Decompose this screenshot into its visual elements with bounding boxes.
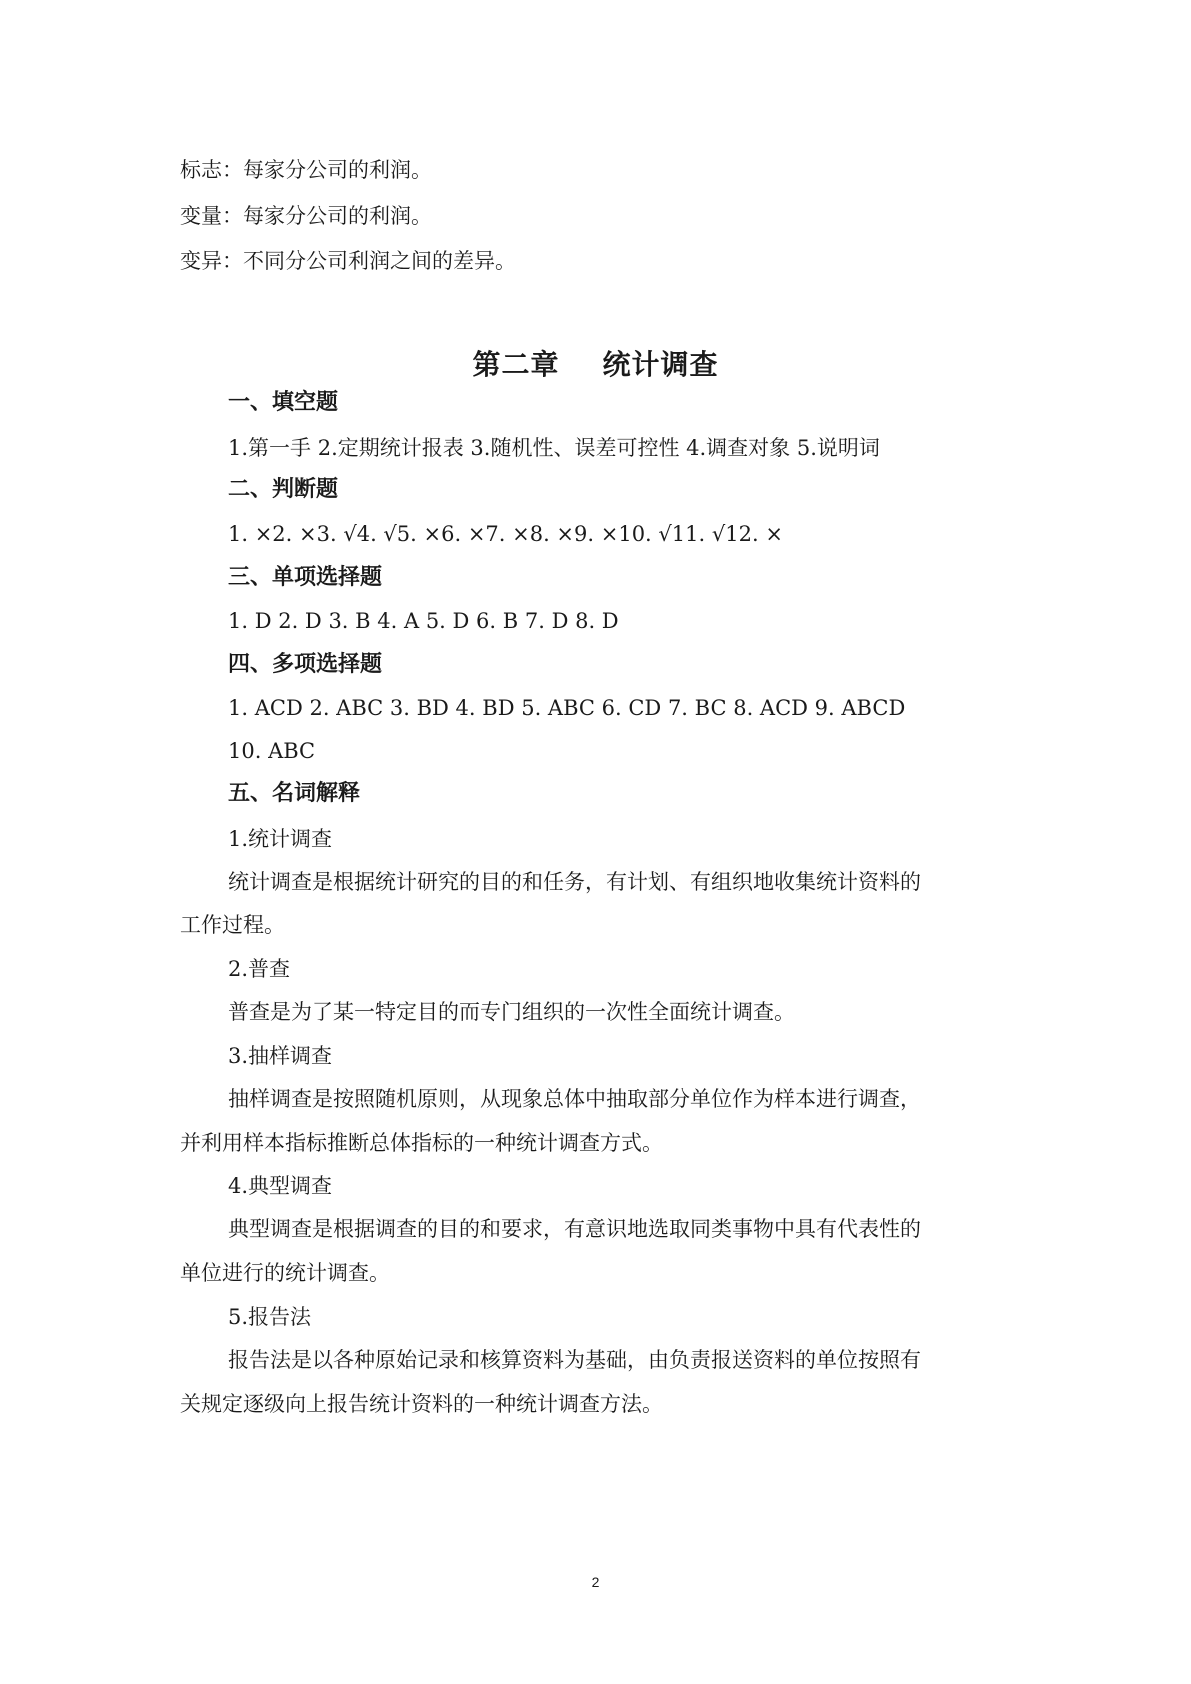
chapter-title: 第二章 统计调查	[472, 348, 719, 381]
term-definition: 统计调查是根据统计研究的目的和任务，有计划、有组织地收集统计资料的	[228, 870, 921, 894]
section-heading-true-false: 二、判断题	[228, 477, 339, 502]
single-choice-answers: 1. D 2. D 3. B 4. A 5. D 6. B 7. D 8. D	[228, 609, 619, 633]
section-heading-multiple-choice: 四、多项选择题	[228, 652, 383, 677]
fill-blank-answers: 1.第一手 2.定期统计报表 3.随机性、误差可控性 4.调查对象 5.说明词	[228, 436, 880, 460]
section-heading-terms: 五、名词解释	[228, 781, 361, 806]
term-definition: 典型调查是根据调查的目的和要求，有意识地选取同类事物中具有代表性的	[228, 1217, 921, 1241]
term-definition: 普查是为了某一特定目的而专门组织的一次性全面统计调查。	[228, 1000, 795, 1024]
intro-line-sign: 标志：每家分公司的利润。	[180, 158, 432, 182]
term-title: 3.抽样调查	[228, 1044, 333, 1068]
term-definition: 报告法是以各种原始记录和核算资料为基础，由负责报送资料的单位按照有	[228, 1348, 921, 1372]
section-heading-fill-blank: 一、填空题	[228, 390, 339, 415]
term-definition-continued: 关规定逐级向上报告统计资料的一种统计调查方法。	[180, 1392, 663, 1416]
multiple-choice-answers-line-2: 10. ABC	[228, 739, 316, 763]
term-definition-continued: 单位进行的统计调查。	[180, 1261, 390, 1285]
page-number: 2	[591, 1574, 600, 1590]
true-false-answers: 1. ×2. ×3. √4. √5. ×6. ×7. ×8. ×9. ×10. √11. √12. ×	[228, 522, 783, 546]
term-title: 2.普查	[228, 957, 291, 981]
term-title: 5.报告法	[228, 1305, 312, 1329]
intro-line-variation: 变异：不同分公司利润之间的差异。	[180, 249, 516, 273]
intro-line-variable: 变量：每家分公司的利润。	[180, 204, 432, 228]
term-definition-continued: 工作过程。	[180, 913, 285, 937]
term-title: 4.典型调查	[228, 1174, 333, 1198]
term-definition-continued: 并利用样本指标推断总体指标的一种统计调查方式。	[180, 1131, 663, 1155]
section-heading-single-choice: 三、单项选择题	[228, 565, 383, 590]
multiple-choice-answers-line-1: 1. ACD 2. ABC 3. BD 4. BD 5. ABC 6. CD 7. BC 8. ACD 9. ABCD	[228, 696, 906, 720]
term-definition: 抽样调查是按照随机原则，从现象总体中抽取部分单位作为样本进行调查，	[228, 1087, 921, 1111]
term-title: 1.统计调查	[228, 827, 333, 851]
